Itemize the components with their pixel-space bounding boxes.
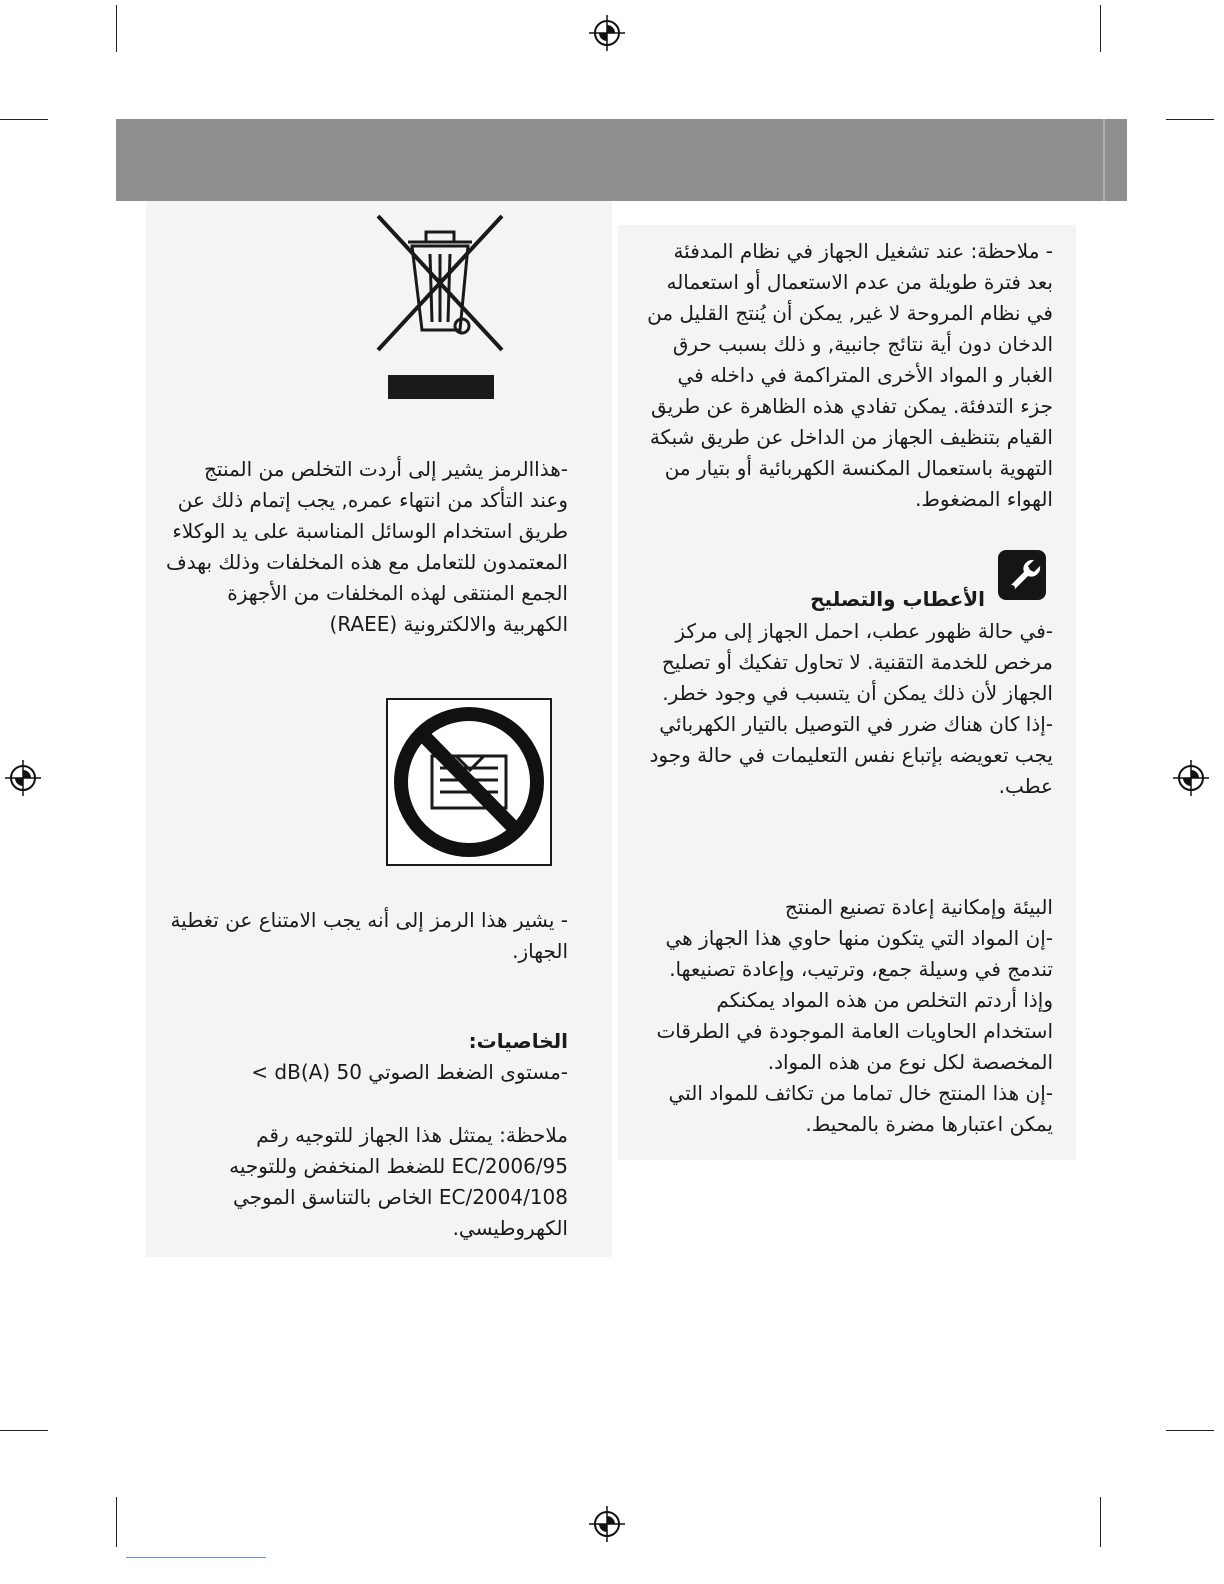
crop-mark — [1166, 1430, 1214, 1431]
registration-mark-icon — [586, 12, 628, 54]
specs-heading: الخاصيات: — [468, 1029, 568, 1053]
directive-note: ملاحظة: يمتثل هذا الجهاز للتوجيه رقم 2006/95/EC للضغط المنخفض وللتوجيه 2004/108/EC الخاص بالتناسق الموجي الكهروطيسي. — [229, 1123, 568, 1240]
repair-body — [645, 616, 1053, 802]
weee-text: -هذاالرمز يشير إلى أردت التخلص من المنتج وعند التأكد من انتهاء عمره, يجب إتمام ذلك عن طريق استخدام الوسائل المناسبة على يد الوكلاء المعتمدون للتعامل مع هذه المخلفات وذلك بهدف الجمع المنتقى لهذه المخلفات من الأجهزة الكهربية والالكترونية (RAEE) — [166, 457, 568, 636]
crop-mark — [116, 1497, 117, 1547]
registration-mark-icon — [2, 757, 44, 799]
wrench-icon — [996, 548, 1048, 602]
crop-mark — [1100, 1497, 1101, 1547]
repair-section — [645, 584, 985, 615]
repair-heading: الأعطاب والتصليح — [810, 587, 985, 611]
environment-section — [645, 892, 1053, 1140]
crop-mark — [116, 5, 117, 52]
do-not-cover-icon — [386, 698, 552, 866]
repair-paragraph-2: -إذا كان هناك ضرر في التوصيل بالتيار الكهربائي يجب تعويضه بإتباع نفس التعليمات في حالة وجود عطب. — [649, 712, 1053, 798]
environment-paragraph-1: -إن المواد التي يتكون منها حاوي هذا الجهاز هي تندمج في وسيلة جمع، وترتيب، وإعادة تصنيعها. وإذا أردتم التخلص من هذه المواد يمكنكم استخدام الحاويات العامة الموجودة في الطرقات المخصصة لكل نوع من هذه المواد. — [656, 926, 1053, 1074]
crop-mark — [1166, 119, 1214, 120]
environment-paragraph-2: -إن هذا المنتج خال تماما من تكاثف للمواد التي يمكن اعتبارها مضرة بالمحيط. — [668, 1081, 1053, 1136]
note-heater: - ملاحظة: عند تشغيل الجهاز في نظام المدفئة بعد فترة طويلة من عدم الاستعمال أو استعماله في نظام المروحة لا غير, يمكن أن يُنتج القليل من الدخان دون أية نتائج جانبية, و ذلك بسبب حرق الغبار و المواد الأخرى المتراكمة في داخله في جزء التدفئة. يمكن تفادي هذه الظاهرة عن طريق القيام بتنظيف الجهاز من الداخل عن طريق شبكة التهوية باستعمال المكنسة الكهربائية أو بتيار من الهواء المضغوط. — [647, 239, 1053, 511]
crossed-out-wheelie-bin-icon — [372, 212, 508, 358]
crop-mark — [1100, 5, 1101, 52]
environment-heading: البيئة وإمكانية إعادة تصنيع المنتج — [784, 895, 1053, 919]
specs-section — [160, 1026, 568, 1088]
crop-mark — [126, 1557, 266, 1558]
crop-mark — [0, 1430, 48, 1431]
specs-noise: -مستوى الضغط الصوتي 50 dB(A) > — [251, 1060, 568, 1084]
crop-mark — [0, 119, 48, 120]
header-bar — [116, 119, 1127, 201]
registration-mark-icon — [1170, 757, 1212, 799]
repair-paragraph-1: -في حالة ظهور عطب، احمل الجهاز إلى مركز مرخص للخدمة التقنية. لا تحاول تفكيك أو تصليح الجهاز لأن ذلك يمكن أن يتسبب في وجود خطر. — [661, 619, 1053, 705]
cover-text: - يشير هذا الرمز إلى أنه يجب الامتناع عن تغطية الجهاز. — [170, 908, 568, 963]
weee-black-bar — [388, 375, 494, 399]
registration-mark-icon — [586, 1503, 628, 1545]
